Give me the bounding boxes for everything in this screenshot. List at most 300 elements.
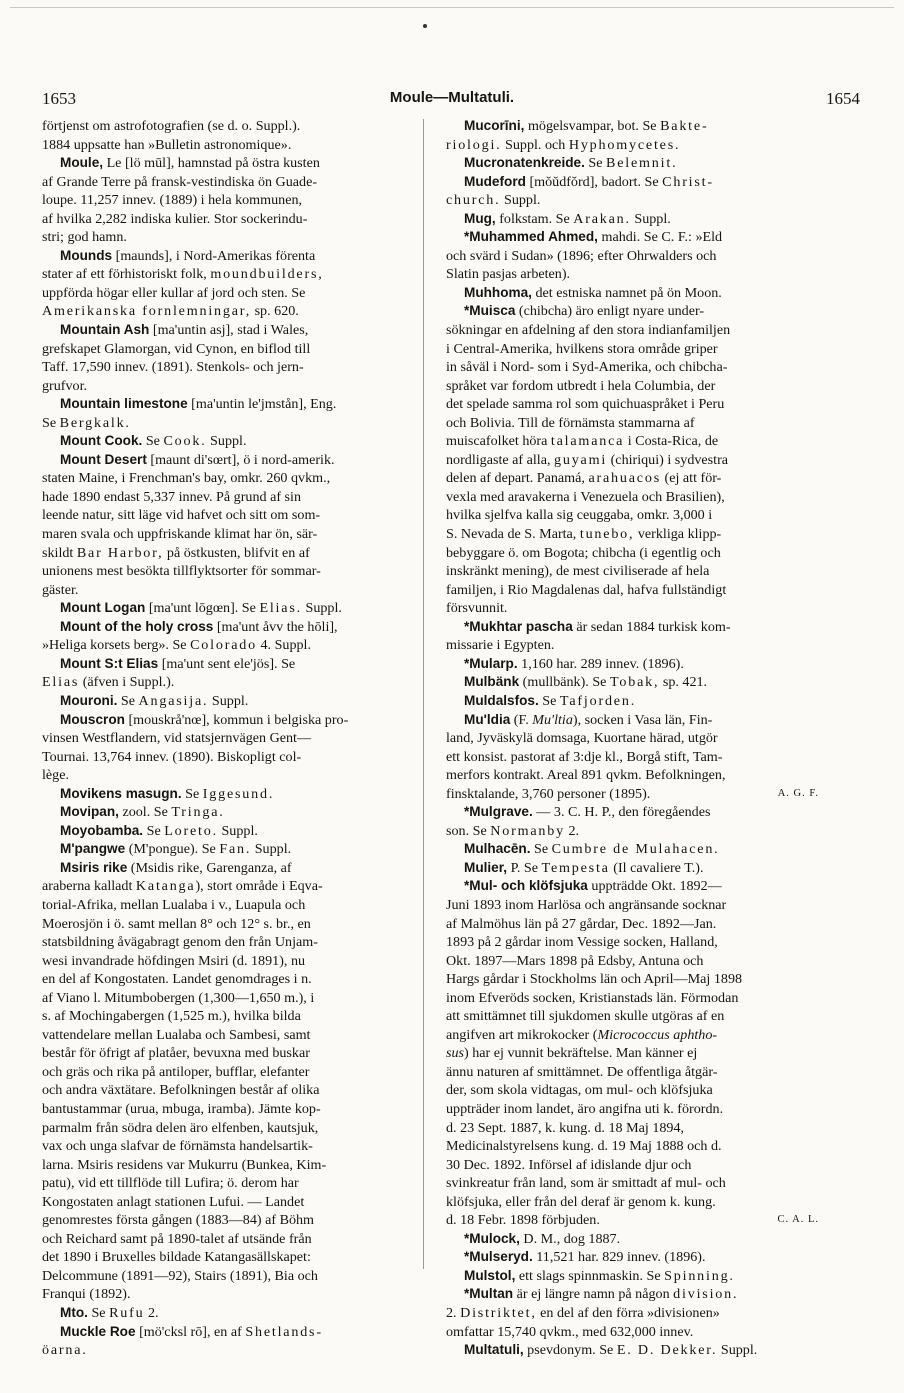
text-line <box>446 877 819 896</box>
body-text: hvilka sjelfva kalla sig ceuggaba, omkr. 3,000 i <box>446 507 713 524</box>
body-text: är sedan 1884 turkisk kom- <box>572 618 731 635</box>
body-text: son. Se <box>446 822 491 839</box>
text-line <box>42 1119 400 1138</box>
entry-headword: *Mularp. <box>464 655 518 671</box>
body-text: [ma'unt åvv the hōli], <box>213 618 338 635</box>
body-text: Se <box>42 414 60 431</box>
entry-headword: Msiris rike <box>60 859 128 875</box>
body-text: omfattar 15,740 qvkm., med 632,000 innev. <box>446 1323 694 1340</box>
text-line <box>42 952 400 971</box>
body-text: Se <box>181 785 203 802</box>
page-number-left: 1653 <box>42 89 76 108</box>
text-line <box>42 562 400 581</box>
body-text: och svärd i Sudan» (1896; efter Ohrwalders och <box>446 247 717 264</box>
scan-top-rule <box>10 7 894 8</box>
body-text: folkstam. Se <box>495 210 574 227</box>
text-line <box>446 247 819 266</box>
body-text: att smittämnet till sjukdomen skulle utgöras af en <box>446 1008 725 1025</box>
entry-headword: Mounds <box>60 247 113 263</box>
body-text: in såväl i Nord- som i Syd-Amerika, och chibcha- <box>446 359 728 376</box>
body-text: 1893 på 2 gårdar inom Vessige socken, Halland, <box>446 934 718 951</box>
text-line <box>42 302 400 321</box>
entry-headword: Mulbänk <box>464 674 520 690</box>
italic-text: sus <box>446 1045 465 1062</box>
text-line <box>446 1174 819 1193</box>
entry-headword: Mount Logan <box>60 600 146 616</box>
body-text: (äfven i Suppl.). <box>79 674 175 691</box>
cross-reference: Elias. <box>259 600 302 617</box>
entry-headword: Moule, <box>60 155 104 171</box>
entry-headword: Mount Cook. <box>60 433 143 449</box>
body-text: 4. Suppl. <box>256 637 311 654</box>
text-line <box>42 340 400 359</box>
text-line <box>446 655 819 674</box>
text-line <box>42 655 400 674</box>
text-line <box>446 599 819 618</box>
text-line <box>446 136 819 155</box>
cross-reference: Bar Harbor, <box>76 544 164 561</box>
text-line <box>42 711 400 730</box>
body-text: och Reichard samt på 1890-talet af utsände från <box>42 1230 312 1247</box>
text-line <box>42 803 400 822</box>
text-line <box>446 562 819 581</box>
body-text: muiscafolket höra <box>446 433 551 450</box>
body-text: sp. 421. <box>659 674 708 691</box>
scan-speck <box>423 24 427 28</box>
body-text: Suppl. <box>206 433 247 450</box>
text-line <box>42 933 400 952</box>
cross-reference: Bakte- <box>660 118 709 134</box>
body-text: leende natur, sitt läge vid hafvet och sitt om som- <box>42 507 321 524</box>
body-text: maren svala och uppfriskande klimat har ön, sär- <box>42 526 318 543</box>
text-line <box>446 1007 819 1026</box>
body-text: Le [lö mūl], hamnstad på östra kusten <box>103 155 320 172</box>
text-line <box>42 469 400 488</box>
body-text: Kongostaten anlagt stationen Lufui. — Landet <box>42 1193 305 1210</box>
text-line <box>446 1193 819 1212</box>
entry-headword: Mountain limestone <box>60 396 188 412</box>
text-line <box>446 228 819 247</box>
body-text: — 3. C. H. P., den föregåendes <box>532 804 711 821</box>
body-text: Moerosjön i ö. samt mellan 8° och 12° s. br., en <box>42 915 311 932</box>
cross-reference: Katanga <box>135 878 196 895</box>
page-number-right: 1654 <box>826 89 860 108</box>
body-text: grufvor. <box>42 377 88 394</box>
text-line <box>446 933 819 952</box>
body-text: (F. <box>510 711 533 728</box>
body-text: en del af den förra »divisionen» <box>536 1305 720 1321</box>
body-text: [mö'cksl rō], en af <box>135 1323 246 1340</box>
text-line <box>446 692 819 711</box>
text-line <box>42 729 400 748</box>
cross-reference: Christ- <box>662 173 714 190</box>
cross-reference: Colorado <box>190 637 257 654</box>
text-line <box>42 1211 400 1230</box>
entry-headword: Multatuli, <box>464 1342 524 1358</box>
body-text: och Bolivia. Till de förnämsta stammarna af <box>446 414 695 431</box>
entry-headword: Movipan, <box>60 804 119 820</box>
body-text: »Heliga korsets berg». Se <box>42 637 191 654</box>
cross-reference: Spinning. <box>664 1267 735 1284</box>
text-line <box>446 1285 819 1304</box>
body-text: 11,521 har. 829 innev. (1896). <box>532 1249 706 1266</box>
text-line <box>42 1285 400 1304</box>
entry-headword: *Multan <box>464 1286 514 1302</box>
body-text: Suppl. <box>251 841 292 858</box>
text-line <box>446 673 819 692</box>
body-text: d. 23 Sept. 1887, k. kung. d. 18 Maj 1894, <box>446 1119 685 1136</box>
body-text: Delcommune (1891—92), Stairs (1891), Bia och <box>42 1267 318 1284</box>
text-line <box>446 636 819 655</box>
body-text: af Viano l. Mitumbobergen (1,300—1,650 m.), i <box>42 989 315 1006</box>
text-line <box>42 877 400 896</box>
body-text: skildt <box>42 544 77 561</box>
text-line <box>42 284 400 303</box>
italic-text: Mu'ltia <box>532 711 573 728</box>
cross-reference: Shetlands- <box>245 1323 323 1340</box>
body-text: [mŏŭdfŏrd], badort. Se <box>525 173 663 190</box>
body-text: mahdi. Se C. F.: »Eld <box>597 229 723 246</box>
cross-reference: Elias <box>42 674 80 691</box>
cross-reference: Amerikanska fornlemningar, <box>42 303 252 320</box>
text-line <box>446 915 819 934</box>
text-line <box>42 915 400 934</box>
entry-headword: *Mukhtar pascha <box>464 618 573 634</box>
entry-headword: *Muisca <box>464 303 516 319</box>
cross-reference: arahuacos <box>588 470 661 487</box>
entry-headword: Mulier, <box>464 859 508 875</box>
text-line <box>446 302 819 321</box>
text-line <box>446 377 819 396</box>
body-text: [ma'untin asj], stad i Wales, <box>149 322 309 339</box>
text-line <box>42 117 400 136</box>
body-text: delen af depart. Panamá, <box>446 470 589 487</box>
body-text: familjen, i Rio Magdalenas dal, hafva fullständigt <box>446 581 727 598</box>
text-line <box>446 321 819 340</box>
text-line <box>42 1267 400 1286</box>
body-text: en del af Kongostaten. Landet genomdrages i n. <box>42 971 312 988</box>
cross-reference: Tafjorden. <box>559 692 637 709</box>
body-text: förtjenst om astrofotografien (se d. o. Suppl.). <box>42 118 301 134</box>
text-line <box>446 210 819 229</box>
cross-reference: Angasija. <box>138 692 209 709</box>
text-line <box>446 1248 819 1267</box>
cross-reference: Normanby <box>490 822 565 839</box>
body-text: språket var fordom utbredt i hela Columbia, der <box>446 377 716 394</box>
body-text: i Costa-Rica, de <box>624 433 719 450</box>
body-text: s. af Mochingabergen (1,525 m.), hvilka bilda <box>42 1008 301 1025</box>
body-text: vexla med aravakerna i Venezuela och Brasilien), <box>446 488 725 505</box>
text-line <box>446 173 819 192</box>
entry-headword: Mto. <box>60 1305 88 1320</box>
text-line <box>446 265 819 284</box>
body-text: P. Se <box>507 859 542 876</box>
text-line <box>446 989 819 1008</box>
text-line <box>42 859 400 878</box>
text-line <box>446 785 819 804</box>
body-text: Okt. 1897—Mars 1898 på Edsby, Antuna och <box>446 952 704 969</box>
text-line <box>42 1323 400 1342</box>
entry-headword: Mulhacēn. <box>464 841 531 857</box>
text-line <box>42 488 400 507</box>
body-text: nordligaste af alla, <box>446 451 555 468</box>
body-text: Medicinalstyrelsens kung. d. 19 Maj 1888 och d. <box>446 1138 722 1155</box>
text-line <box>42 173 400 192</box>
entry-headword: *Mulock, <box>464 1230 520 1246</box>
cross-reference: Loreto. <box>164 822 218 839</box>
cross-reference: Belemnit. <box>606 155 678 172</box>
body-text: 30 Dec. 1892. Införsel af idislande djur och <box>446 1156 692 1173</box>
body-text: loupe. 11,257 innev. (1889) i hela kommunen, <box>42 192 303 209</box>
body-text: statsbildning åvägabragt genom den från Unjam- <box>42 934 318 951</box>
text-line <box>42 1230 400 1249</box>
body-text: vax och unga slafvar de förnämsta handelsartik- <box>42 1138 313 1155</box>
text-line <box>42 1248 400 1267</box>
cross-reference: Tringa. <box>171 804 225 821</box>
text-line <box>446 340 819 359</box>
body-text: torial-Afrika, mellan Lualaba i v., Luapula och <box>42 896 306 913</box>
text-line <box>446 1100 819 1119</box>
body-text: gäster. <box>42 581 79 598</box>
body-text: Suppl. <box>500 192 541 209</box>
body-text: det estniska namnet på ön Moon. <box>531 284 722 301</box>
entry-headword: Mount Desert <box>60 451 147 467</box>
body-text: lège. <box>42 767 69 784</box>
text-line <box>42 525 400 544</box>
cross-reference: E. D. Dekker. <box>616 1342 718 1359</box>
entry-headword: Mountain Ash <box>60 322 150 338</box>
text-line <box>42 599 400 618</box>
text-line <box>446 395 819 414</box>
entry-headword: *Mulgrave. <box>464 804 533 820</box>
body-text: uppträder inom landet, äro angifna uti k. förordn. <box>446 1100 724 1117</box>
body-text: [maunds], i Nord-Amerikas förenta <box>112 247 316 264</box>
body-text: Slatin pasjas arbeten). <box>446 266 571 283</box>
body-text: (Msidis rike, Garenganza, af <box>127 859 292 876</box>
cross-reference: division. <box>673 1286 739 1303</box>
body-text: parmalm från södra delen äro elfenben, kautsjuk, <box>42 1119 319 1136</box>
text-line <box>42 1137 400 1156</box>
entry-headword: Movikens masugn. <box>60 785 182 801</box>
body-text: (Il cavaliere T.). <box>609 859 704 876</box>
cross-reference: Cook. <box>163 433 207 450</box>
body-text: det 1890 i Bruxelles bildade Katangasällskapet: <box>42 1249 311 1266</box>
text-line <box>42 692 400 711</box>
body-text: Suppl. <box>301 600 342 617</box>
body-text: 2. <box>446 1305 461 1321</box>
cross-reference: Distriktet, <box>460 1305 537 1321</box>
right-column <box>446 117 819 1360</box>
body-text: hade 1890 endast 5,337 innev. På grund af sin <box>42 488 301 505</box>
body-text: S. Nevada de S. Marta, <box>446 526 580 543</box>
text-line <box>446 191 819 210</box>
body-text: Se <box>117 692 139 709</box>
body-text: ett konsist. pastorat af 3:dje kl., Borgå stift, Tam- <box>446 748 723 765</box>
text-line <box>42 673 400 692</box>
text-line <box>42 451 400 470</box>
body-text: 1884 uppsatte han »Bulletin astronomique». <box>42 136 292 153</box>
text-line <box>446 117 819 136</box>
entry-headword: Mucorīni, <box>464 118 525 133</box>
body-text: merfors kontrakt. Areal 891 qvkm. Befolkningen, <box>446 767 726 784</box>
entry-headword: Mount S:t Elias <box>60 655 159 671</box>
cross-reference: Arakan. <box>573 210 631 227</box>
body-text: i Central-Amerika, hvilkens stora område griper <box>446 340 718 357</box>
text-line <box>42 377 400 396</box>
text-line <box>446 488 819 507</box>
text-line <box>42 136 400 155</box>
cross-reference: Tobak, <box>609 674 660 691</box>
text-line <box>42 265 400 284</box>
entry-headword: Mudeford <box>464 173 526 189</box>
entry-headword: Moyobamba. <box>60 822 144 838</box>
body-text: [ma'unt sent ele'jös]. Se <box>158 655 296 672</box>
body-text: missarie i Egypten. <box>446 637 555 654</box>
entry-headword: Mulstol, <box>464 1267 516 1283</box>
entry-headword: *Mulseryd. <box>464 1249 533 1265</box>
body-text: genomrestes första gången (1883—84) af Böhm <box>42 1212 315 1229</box>
text-line <box>446 544 819 563</box>
text-line <box>446 618 819 637</box>
cross-reference: Iggesund. <box>202 785 275 802</box>
author-signature: A. G. F. <box>777 787 819 799</box>
body-text: (mullbänk). Se <box>519 674 610 691</box>
text-line <box>446 803 819 822</box>
body-text: ), socken i Vasa län, Fin- <box>572 711 713 728</box>
body-text: grefskapet Glamorgan, vid Cynon, en biflod till <box>42 340 311 357</box>
body-text: ) har ej vunnit bekräftelse. Man känner ej <box>464 1045 698 1062</box>
text-line <box>446 358 819 377</box>
body-text: och gräs och rika på antiloper, bufflar, elefanter <box>42 1063 310 1080</box>
text-line <box>446 1063 819 1082</box>
body-text: D. M., dog 1887. <box>519 1230 621 1247</box>
body-text: [ma'untin le'jmstån], Eng. <box>187 396 337 413</box>
body-text: Suppl. <box>208 692 249 709</box>
body-text: der, som skola vidtagas, om mul- och klöfsjuka <box>446 1082 713 1099</box>
body-text: Se <box>538 692 560 709</box>
cross-reference: tunebo, <box>579 526 635 543</box>
body-text: Juni 1893 inom Harlösa och angränsande socknar <box>446 896 727 913</box>
body-text: patu), vid ett tillflöde till Lufira; ö. derom har <box>42 1175 299 1192</box>
body-text: mögelsvampar, bot. Se <box>524 118 661 134</box>
text-line <box>446 970 819 989</box>
text-line <box>42 321 400 340</box>
text-line <box>42 1100 400 1119</box>
text-line <box>446 729 819 748</box>
body-text: bebyggare ö. om Bogota; chibcha (i egentlig och <box>446 544 721 561</box>
text-line <box>42 544 400 563</box>
text-line <box>446 859 819 878</box>
text-line <box>42 358 400 377</box>
text-line <box>42 748 400 767</box>
text-line <box>446 1304 819 1323</box>
body-text: zool. Se <box>118 804 172 821</box>
body-text: Se <box>584 155 607 172</box>
body-text: vattendelare mellan Lualaba och Sambesi, samt <box>42 1026 311 1043</box>
cross-reference: talamanca <box>550 433 625 450</box>
body-text: och andra växtätare. Befolkningen består af olika <box>42 1082 320 1099</box>
text-line <box>446 1323 819 1342</box>
body-text: sökningar en afdelning af den stora indianfamiljen <box>446 322 731 339</box>
cross-reference: Rufu <box>109 1305 145 1321</box>
body-text: uppförda högar eller kullar af jord och sten. Se <box>42 284 306 301</box>
text-line <box>42 414 400 433</box>
body-text: (ej att för- <box>661 470 722 487</box>
text-line <box>42 1193 400 1212</box>
text-line <box>446 822 819 841</box>
body-text: är ej längre namn på någon <box>513 1286 674 1303</box>
body-text: (chiriqui) i sydvestra <box>607 451 729 468</box>
entry-headword: Mu'ldia <box>464 711 511 727</box>
body-text: [ma'unt lōgœn]. Se <box>145 600 260 617</box>
left-column <box>42 117 400 1360</box>
body-text: svinkreatur från land, som är smittadt af mul- och <box>446 1175 726 1192</box>
body-text: [mouskrå'nœ], kommun i belgiska pro- <box>124 711 349 728</box>
body-text: ännu naturen af smittämnet. De offentliga åtgär- <box>446 1063 718 1080</box>
entry-headword: Mouroni. <box>60 692 118 708</box>
text-line <box>42 247 400 266</box>
text-line <box>42 766 400 785</box>
cross-reference: öarna. <box>42 1342 88 1359</box>
running-head: Moule—Multatuli. <box>389 89 515 106</box>
body-text: (chibcha) äro enligt nyare under- <box>515 303 705 320</box>
body-text: Suppl. <box>217 822 258 839</box>
text-line <box>446 896 819 915</box>
text-line <box>42 191 400 210</box>
entry-headword: Muckle Roe <box>60 1323 136 1339</box>
text-line <box>446 432 819 451</box>
text-line <box>42 1081 400 1100</box>
text-line <box>446 1119 819 1138</box>
entry-headword: *Muhammed Ahmed, <box>464 229 598 245</box>
body-text: sp. 620. <box>251 303 299 320</box>
body-text: Franqui (1892). <box>42 1286 131 1303</box>
text-line <box>42 896 400 915</box>
text-line <box>42 1304 400 1323</box>
text-line <box>446 1044 819 1063</box>
cross-reference: church. <box>446 192 501 209</box>
body-text: uppträdde Okt. 1892— <box>587 878 722 895</box>
cross-reference: moundbuilders, <box>210 266 324 283</box>
text-line <box>42 1044 400 1063</box>
text-line <box>42 506 400 525</box>
text-line <box>446 766 819 785</box>
body-text: land, Jyväskylä domsaga, Kuortane härad, utgör <box>446 730 718 747</box>
body-text: araberna kalladt <box>42 878 136 895</box>
cross-reference: Hyphomycetes. <box>568 136 681 153</box>
body-text: Hargs gårdar i Stockholms län och April—Maj 1898 <box>446 971 743 988</box>
body-text: 1,160 har. 289 innev. (1896). <box>517 655 684 672</box>
entry-headword: Mug, <box>464 210 496 226</box>
text-line <box>446 154 819 173</box>
body-text: psevdonym. Se <box>523 1342 617 1359</box>
body-text: [maunt di'sœrt], ö i nord-amerik. <box>146 451 335 468</box>
body-text: wesi invandrade höfdingen Msiri (d. 1891), nu <box>42 952 306 969</box>
entry-headword: Mount of the holy cross <box>60 618 214 634</box>
text-line <box>446 414 819 433</box>
cross-reference: Fan. <box>219 841 252 858</box>
body-text: af hvilka 2,282 indiska kulier. Stor sockerindu- <box>42 210 308 227</box>
text-line <box>42 1174 400 1193</box>
text-line <box>42 1063 400 1082</box>
body-text: (M'pongue). Se <box>125 841 220 858</box>
cross-reference: riologi. <box>446 136 502 153</box>
body-text: det spelade samma rol som quichuaspråket i Peru <box>446 396 725 413</box>
body-text: Se <box>143 822 165 839</box>
cross-reference: Tempesta <box>541 859 610 876</box>
text-line <box>446 525 819 544</box>
body-text: ), stort område i Eqva- <box>195 878 323 895</box>
